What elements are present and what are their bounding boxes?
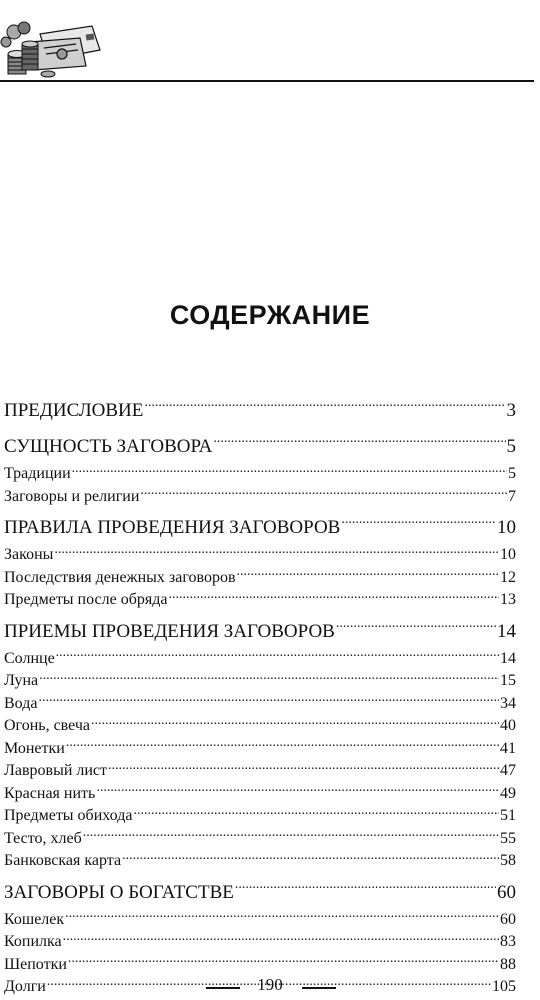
toc-dot-leader <box>91 714 499 730</box>
toc-dot-leader <box>213 433 505 452</box>
toc-dot-leader <box>39 669 499 685</box>
toc-entry-label: Копилка <box>4 933 62 950</box>
toc-dot-leader <box>72 462 507 478</box>
toc-entry-label: Последствия денежных заговоров <box>4 568 236 586</box>
toc-dot-leader <box>38 692 499 708</box>
toc-dot-leader <box>122 849 499 865</box>
toc-entry-label: Предметы обихода <box>4 807 133 824</box>
toc-entry-page: 13 <box>500 591 516 608</box>
toc-entry-label: Лавровый лист <box>4 762 108 779</box>
toc-subsection-entry <box>4 849 516 872</box>
toc-subsection-entry <box>4 566 516 589</box>
toc-entry-page: 3 <box>506 400 516 421</box>
toc-entry-page: 7 <box>508 487 516 505</box>
toc-entry-page: 14 <box>500 649 516 667</box>
toc-entry-page: 40 <box>500 717 516 734</box>
toc-section-entry <box>4 617 516 647</box>
toc-section-entry <box>4 432 516 462</box>
toc-entry-label: Красная нить <box>4 784 96 802</box>
toc-dot-leader <box>235 879 496 898</box>
page-number: 190 <box>257 975 283 994</box>
header-rule <box>0 80 534 82</box>
toc-subsection-entry <box>4 804 516 827</box>
toc-subsection-entry <box>4 908 516 931</box>
toc-entry-label: Заговоры и религии <box>4 487 140 505</box>
toc-entry-label: ПРИЕМЫ ПРОВЕДЕНИЯ ЗАГОВОРОВ <box>4 620 335 642</box>
toc-entry-label: Огонь, свеча <box>4 717 90 734</box>
toc-entry-label: Предметы после обряда <box>4 591 168 608</box>
toc-entry-page: 15 <box>500 672 516 689</box>
toc-dot-leader <box>56 647 499 663</box>
toc-entry-page: 34 <box>500 694 516 712</box>
toc-dot-leader <box>168 588 499 604</box>
toc-entry-label: ПРЕДИСЛОВИЕ <box>4 400 144 421</box>
toc-subsection-entry <box>4 953 516 976</box>
toc-dot-leader <box>237 566 500 582</box>
toc-subsection-entry <box>4 782 516 805</box>
toc-subsection-entry <box>4 543 516 566</box>
toc-entry-label: ЗАГОВОРЫ О БОГАТСТВЕ <box>4 881 234 903</box>
toc-entry-page: 88 <box>500 955 516 973</box>
toc-entry-label: Вода <box>4 694 38 712</box>
toc-subsection-entry <box>4 462 516 485</box>
toc-entry-page: 58 <box>500 852 516 869</box>
toc-entry-label: Банковская карта <box>4 852 122 869</box>
toc-entry-label: Монетки <box>4 739 65 757</box>
toc-subsection-entry <box>4 647 516 670</box>
toc-entry-page: 5 <box>508 465 516 482</box>
toc-subsection-entry <box>4 485 516 508</box>
toc-section-entry <box>4 396 516 426</box>
toc-subsection-entry <box>4 714 516 737</box>
toc-dot-leader <box>68 953 499 969</box>
toc-dot-leader <box>65 908 499 924</box>
toc-entry-label: Кошелек <box>4 910 65 928</box>
toc-entry-label: Солнце <box>4 649 55 667</box>
toc-subsection-entry <box>4 930 516 953</box>
toc-subsection-entry <box>4 588 516 611</box>
toc-entry-page: 10 <box>497 517 516 538</box>
toc-entry-page: 49 <box>500 784 516 802</box>
toc-entry-page: 12 <box>500 568 516 586</box>
toc-entry-page: 105 <box>492 978 516 995</box>
toc-dot-leader <box>83 827 499 843</box>
toc-entry-page: 51 <box>500 807 516 824</box>
toc-entry-page: 60 <box>500 910 516 928</box>
page-footer <box>0 975 540 995</box>
footer-dash-right <box>302 987 336 989</box>
toc-dot-leader <box>108 759 499 775</box>
page-title: СОДЕРЖАНИЕ <box>169 300 371 330</box>
toc-entry-label: Тесто, хлеб <box>4 829 82 847</box>
toc-entry-page: 41 <box>500 739 516 757</box>
toc-subsection-entry <box>4 759 516 782</box>
toc-dot-leader <box>133 804 499 820</box>
toc-subsection-entry <box>4 737 516 760</box>
toc-dot-leader <box>144 397 505 416</box>
toc-entry-page: 60 <box>497 881 516 903</box>
toc-dot-leader <box>54 543 499 559</box>
toc-entry-label: Шепотки <box>4 955 67 973</box>
toc-dot-leader <box>336 618 496 637</box>
toc-entry-page: 83 <box>500 933 516 950</box>
toc-entry-page: 10 <box>500 546 516 563</box>
table-of-contents <box>4 396 516 998</box>
toc-entry-label: ПРАВИЛА ПРОВЕДЕНИЯ ЗАГОВОРОВ <box>4 517 341 538</box>
toc-entry-page: 55 <box>500 829 516 847</box>
toc-entry-label: Долги <box>4 978 46 995</box>
toc-entry-label: Традиции <box>4 465 71 482</box>
toc-section-entry <box>4 513 516 543</box>
toc-entry-label: Луна <box>4 672 39 689</box>
toc-dot-leader <box>66 737 499 753</box>
toc-dot-leader <box>96 782 499 798</box>
toc-entry-page: 5 <box>506 436 516 457</box>
toc-dot-leader <box>140 485 507 501</box>
toc-dot-leader <box>63 930 499 946</box>
toc-subsection-entry <box>4 692 516 715</box>
toc-entry-label: СУЩНОСТЬ ЗАГОВОРА <box>4 436 213 457</box>
toc-subsection-entry <box>4 827 516 850</box>
toc-subsection-entry <box>4 669 516 692</box>
toc-dot-leader <box>341 514 496 533</box>
toc-entry-page: 47 <box>500 762 516 779</box>
toc-section-entry <box>4 878 516 908</box>
toc-entry-page: 14 <box>497 620 516 642</box>
footer-dash-left <box>206 987 240 989</box>
money-illustration-icon <box>0 20 105 80</box>
toc-entry-label: Законы <box>4 546 54 563</box>
